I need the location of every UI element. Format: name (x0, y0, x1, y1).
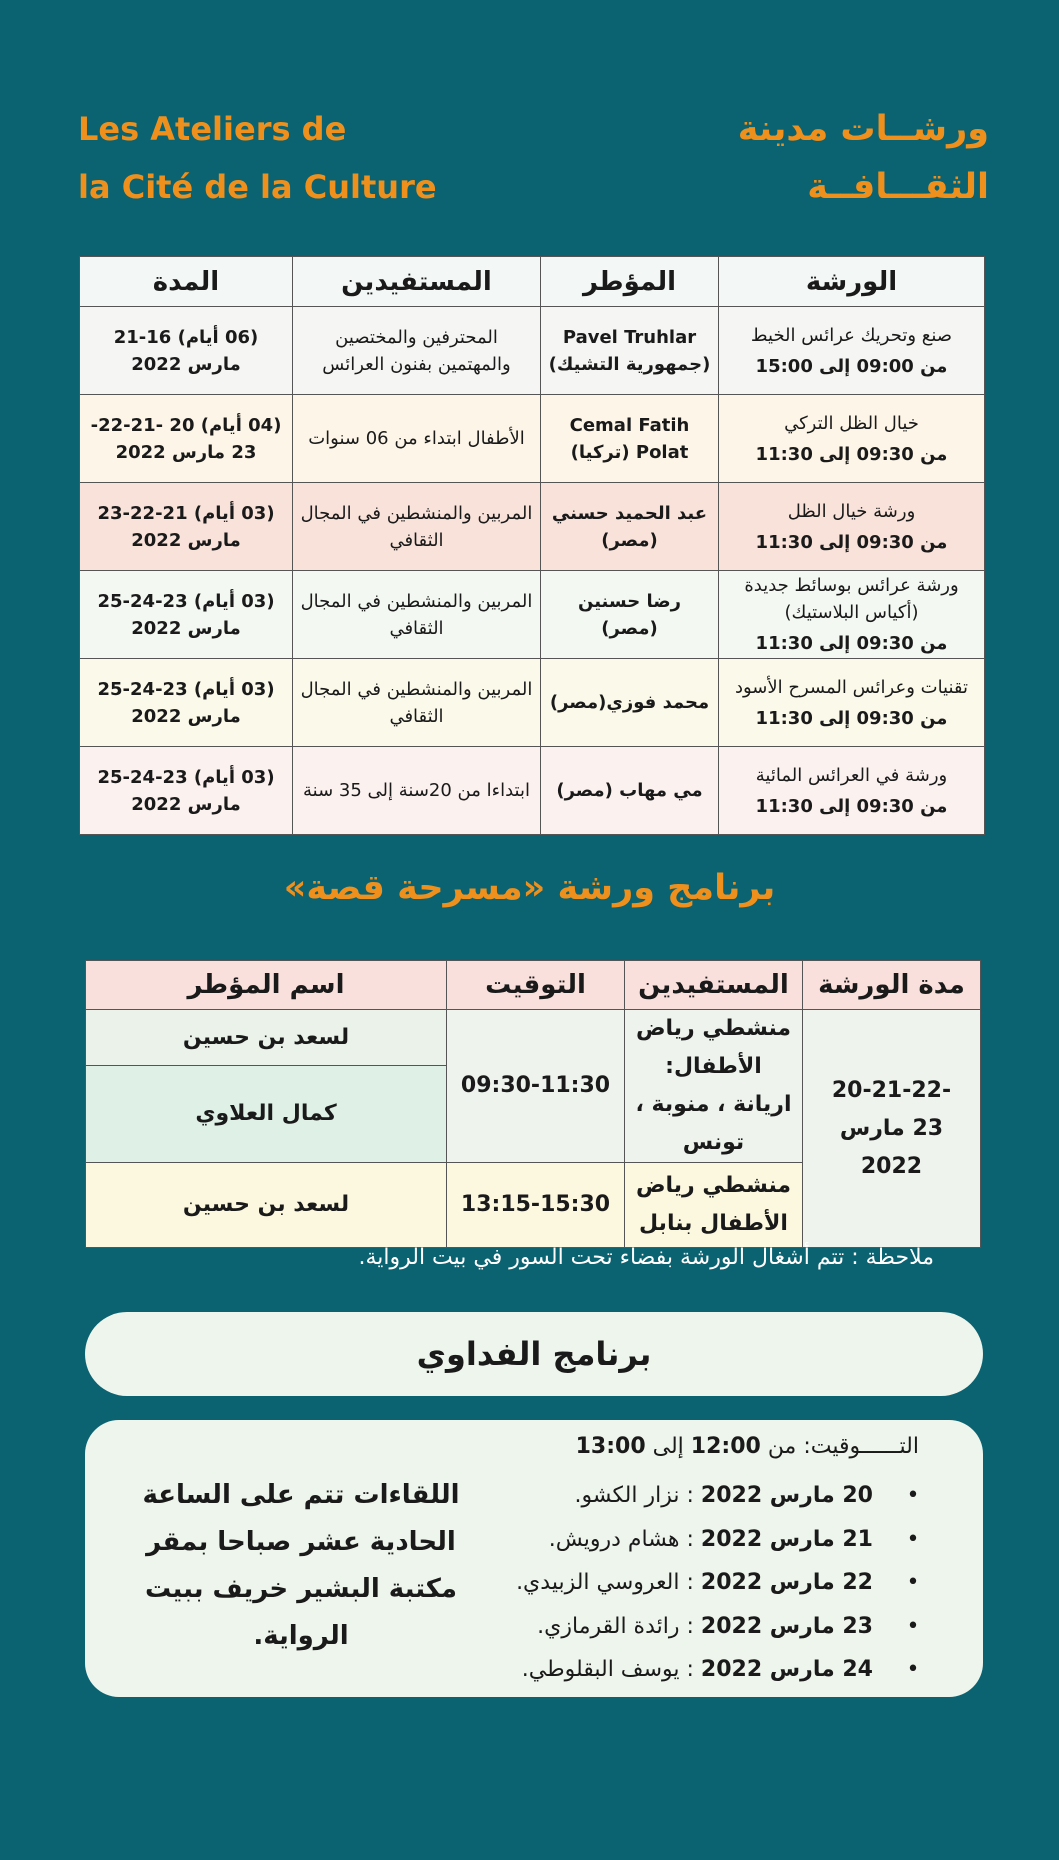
workshop-name: ورشة خيال الظل (787, 500, 916, 522)
fdawi-card (85, 1420, 983, 1697)
bullet-icon: • (906, 1526, 920, 1552)
table-row (80, 747, 985, 835)
header-story-trainer: اسم المؤطر (86, 961, 447, 1010)
story-group1-trainer-b: كمال العلاوي (86, 1066, 447, 1163)
workshop-name: صنع وتحريك عرائس الخيط (750, 324, 953, 346)
schedule-date: 20 مارس 2022 (700, 1483, 873, 1508)
story-header-row (86, 961, 981, 1010)
duration-cell: (03 أيام) 21-22-23 مارس 2022 (80, 483, 293, 571)
audience-cell: المحترفين والمختصين والمهتمين بفنون العرائس (293, 307, 541, 395)
duration-cell: (03 أيام) 23-24-25 مارس 2022 (80, 747, 293, 835)
audience-cell: ابتداءا من 20سنة إلى 35 سنة (293, 747, 541, 835)
table-row (80, 395, 985, 483)
list-item (516, 1474, 923, 1518)
duration-cell: (06 أيام) 16-21 مارس 2022 (80, 307, 293, 395)
workshop-name: خيال الظل التركي (784, 412, 919, 434)
bullet-icon: • (906, 1483, 920, 1508)
note-text: ملاحظة : تتم أشغال الورشة بفضاء تحت السور في بيت الرواية. (358, 1245, 934, 1270)
trainer-cell: مي مهاب (مصر) (541, 747, 719, 835)
fdawi-timing-to-word: إلى (652, 1434, 684, 1459)
schedule-name: : رائدة القرمازي. (537, 1613, 694, 1639)
title-fr-line1: Les Ateliers de (78, 110, 347, 148)
table-row (80, 659, 985, 747)
table-row (80, 307, 985, 395)
workshop-time: من 09:30 إلى 11:30 (755, 531, 948, 553)
workshops-header-row (80, 257, 985, 307)
story-duration: 20-21-22-23 مارس 2022 (803, 1010, 981, 1248)
schedule-name: : نزار الكشو. (574, 1483, 694, 1508)
audience-cell: المربين والمنشطين في المجال الثقافي (293, 483, 541, 571)
title-fr-line2: la Cité de la Culture (78, 168, 437, 206)
story-program-title: برنامج ورشة «مسرحة قصة» (283, 868, 776, 908)
fdawi-timing-to: 13:00 (575, 1434, 646, 1459)
schedule-name: : هشام درويش. (548, 1526, 694, 1552)
workshop-time: من 09:30 إلى 11:30 (755, 795, 948, 817)
duration-cell: (03 أيام) 23-24-25 مارس 2022 (80, 571, 293, 659)
header-story-duration: مدة الورشة (803, 961, 981, 1010)
fdawi-timing-label: التــــــوقيت: من (767, 1434, 919, 1459)
story-group1-trainer-a: لسعد بن حسين (86, 1010, 447, 1066)
duration-cell: (03 أيام) 23-24-25 مارس 2022 (80, 659, 293, 747)
workshop-time: من 09:00 إلى 15:00 (755, 355, 948, 377)
story-program-table (85, 960, 981, 1248)
schedule-name: : العروسي الزبيدي. (516, 1570, 694, 1595)
bullet-icon: • (906, 1570, 920, 1595)
audience-cell: المربين والمنشطين في المجال الثقافي (293, 659, 541, 747)
workshop-cell (719, 395, 985, 483)
fdawi-side-note: اللقاءات تتم على الساعة الحادية عشر صباحا بمقر مكتبة البشير خريف ببيت الرواية. (142, 1480, 460, 1651)
audience-cell: المربين والمنشطين في المجال الثقافي (293, 571, 541, 659)
story-group2-audience: منشطي رياض الأطفال بنابل (625, 1163, 803, 1248)
schedule-date: 22 مارس 2022 (700, 1570, 873, 1595)
workshop-cell (719, 307, 985, 395)
title-french (78, 100, 437, 216)
schedule-date: 23 مارس 2022 (700, 1613, 873, 1639)
story-group1-audience: منشطي رياض الأطفال: اريانة ، منوبة ، تونس (625, 1010, 803, 1163)
list-item (516, 1648, 923, 1692)
story-group2-time: 13:15-15:30 (447, 1163, 625, 1248)
trainer-cell: عبد الحميد حسني (مصر) (541, 483, 719, 571)
table-row (80, 571, 985, 659)
workshops-table (79, 256, 985, 835)
title-ar-line2: الثقـــافــة (807, 167, 989, 207)
title-ar-line1: ورشــات مدينة (737, 109, 989, 149)
audience-cell: الأطفال ابتداء من 06 سنوات (293, 395, 541, 483)
fdawi-schedule-list (516, 1474, 923, 1692)
workshop-cell (719, 747, 985, 835)
header-duration: المدة (80, 257, 293, 307)
trainer-cell: Pavel Truhlar (جمهورية التشيك) (541, 307, 719, 395)
schedule-name: : يوسف البقلوطي. (521, 1657, 694, 1682)
bullet-icon: • (906, 1657, 920, 1682)
header-trainer: المؤطر (541, 257, 719, 307)
fdawi-timing (576, 1434, 919, 1459)
fdawi-title: برنامج الفداوي (85, 1312, 983, 1396)
header-workshop: الورشة (719, 257, 985, 307)
table-row (86, 1010, 981, 1066)
workshop-time: من 09:30 إلى 11:30 (755, 443, 948, 465)
trainer-cell: رضا حسنين (مصر) (541, 571, 719, 659)
bullet-icon: • (906, 1613, 920, 1639)
workshop-cell (719, 571, 985, 659)
header-story-audience: المستفيدين (625, 961, 803, 1010)
duration-cell: (04 أيام) 20 -21-22- 23 مارس 2022 (80, 395, 293, 483)
schedule-date: 24 مارس 2022 (700, 1657, 873, 1682)
title-arabic (738, 100, 989, 216)
schedule-date: 21 مارس 2022 (700, 1526, 873, 1552)
trainer-cell: Cemal Fatih Polat (تركيا) (541, 395, 719, 483)
list-item (516, 1561, 923, 1605)
workshop-time: من 09:30 إلى 11:30 (755, 633, 948, 654)
workshop-cell (719, 483, 985, 571)
story-group1-time: 09:30-11:30 (447, 1010, 625, 1163)
list-item (516, 1605, 923, 1649)
header-story-time: التوقيت (447, 961, 625, 1010)
header-audience: المستفيدين (293, 257, 541, 307)
workshop-name: تقنيات وعرائس المسرح الأسود (734, 676, 969, 698)
story-group2-trainer: لسعد بن حسين (86, 1163, 447, 1248)
workshop-cell (719, 659, 985, 747)
list-item (516, 1518, 923, 1562)
workshop-name: ورشة عرائس بوسائط جديدة (أكياس البلاستيك) (744, 575, 959, 623)
workshop-name: ورشة في العرائس المائية (755, 764, 948, 786)
fdawi-timing-from: 12:00 (690, 1434, 761, 1459)
trainer-cell: محمد فوزي(مصر) (541, 659, 719, 747)
table-row (80, 483, 985, 571)
workshop-time: من 09:30 إلى 11:30 (755, 707, 948, 729)
